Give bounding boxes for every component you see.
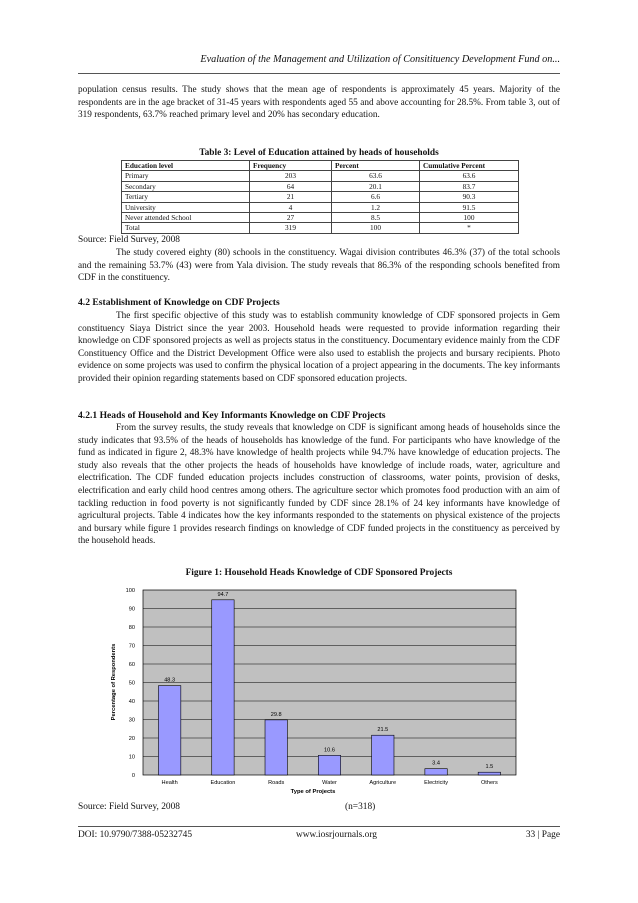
table-cell: Secondary: [122, 181, 250, 191]
x-tick-label: Health: [161, 780, 178, 786]
bar-value-label: 1.5: [485, 764, 494, 771]
intro-paragraph: population census results. The study shows that the mean age of respondents is approximately 45 years. Majority of the respondents are in the age bracket of 31-45 years with respondents aged 55 and above accounting for 28.5%. From table 3, out of 319 respondents, 63.7% reached primary level and 20% has secondary education.: [78, 85, 560, 121]
table-cell: 21: [250, 192, 332, 202]
table-row: [122, 223, 519, 233]
bar-water: [318, 755, 340, 775]
y-tick-label: 100: [125, 588, 135, 594]
bar-education: [212, 600, 234, 775]
table-row: [122, 202, 519, 212]
section-heading: 4.2.1 Heads of Household and Key Informants Knowledge on CDF Projects: [78, 410, 386, 421]
table-cell: 1.2: [332, 202, 420, 212]
footer-page: 33 | Page: [525, 830, 560, 840]
table-cell: Total: [122, 223, 250, 233]
x-axis-title: Type of Projects: [290, 789, 336, 794]
table-cell: 6.6: [332, 192, 420, 202]
y-tick-label: 60: [128, 662, 135, 668]
bar-roads: [265, 720, 287, 775]
bar-value-label: 3.4: [432, 760, 440, 767]
figure-source: Source: Field Survey, 2008: [78, 802, 180, 812]
education-table: [121, 160, 519, 234]
bar-others: [478, 772, 500, 775]
x-tick-labels: [162, 780, 498, 786]
schools-paragraph: The study covered eighty (80) schools in the constituency. Wagai division contributes 46.3% (37) of the total schools and the remaining 53.7% (43) were from Yala division. The study reveals that 86.3% of the responding schools benefited from CDF in the constituency.: [78, 248, 560, 284]
table-cell: 20.1: [332, 181, 420, 191]
section-paragraph: From the survey results, the study reveals that knowledge on CDF is significant among heads of households since the study indicates that 93.5% of the heads of households has knowledge of the fund. For participants who have knowledge of the fund as indicated in figure 2, 48.3% have knowledge of health projects while 94.7% have knowledge of education projects. The study also reveals that the other projects the heads of households have knowledge of include roads, water, agriculture and electrification. The CDF funded education projects includes construction of classrooms, water points, provision of desks, electrification and early child hood centres among others. The agriculture sector which promotes food production with an aim of tackling reduction in food poverty is not significantly funded by CDF since 28.1% of 24 key informants have knowledge of agricultural projects. Table 4 indicates how the key informants responded to the statements on physical existence of the projects and bursary while figure 1 provides research findings on knowledge of CDF funded projects in the constituency as perceived by the household heads.: [78, 423, 560, 547]
table-cell: University: [122, 202, 250, 212]
section-heading: 4.2 Establishment of Knowledge on CDF Projects: [78, 297, 280, 308]
table-cell: 100: [420, 213, 519, 223]
table-cell: 64: [250, 181, 332, 191]
x-tick-label: Roads: [268, 780, 285, 786]
footer-site: www.iosrjournals.org: [296, 830, 377, 840]
bar-chart: [100, 582, 530, 794]
table-row: [122, 192, 519, 202]
table-cell: Tertiary: [122, 192, 250, 202]
y-tick-label: 30: [128, 717, 135, 724]
y-tick-label: 70: [128, 643, 135, 650]
table-row: [122, 213, 519, 223]
y-tick-label: 50: [128, 680, 135, 687]
table-cell: 27: [250, 213, 332, 223]
y-tick-labels: [126, 588, 135, 779]
bar-value-label: 48.3: [164, 677, 176, 684]
bar-health: [158, 686, 180, 775]
table-header-row: [122, 161, 519, 171]
section-paragraph: The first specific objective of this study was to establish community knowledge of CDF sponsored projects in Gem constituency Siaya District since the year 2003. Household heads were requested to provide information regarding their knowledge on CDF sponsored projects as well as projects status in the constituency. Documentary evidence mainly from the CDF Constituency Office and the District Development Office were also used to establish the projects and bursary recipients. Photo evidence on some projects was used to confirm the physical location of a project appearing in the documents. The key informants provided their opinion regarding statements based on CDF sponsored education projects.: [78, 311, 560, 384]
table-cell: 90.3: [420, 192, 519, 202]
table-header: Cumulative Percent: [420, 161, 519, 171]
table-cell: 4: [250, 202, 332, 212]
table-cell: *: [420, 223, 519, 233]
table-cell: 63.6: [420, 171, 519, 181]
x-tick-label: Water: [322, 780, 337, 786]
y-tick-label: 90: [128, 606, 135, 613]
footer-doi: DOI: 10.9790/7388-05232745: [78, 830, 193, 840]
table-row: [122, 181, 519, 191]
table-source: Source: Field Survey, 2008: [78, 235, 180, 245]
table-row: [122, 171, 519, 181]
bar-agriculture: [372, 735, 394, 775]
table-cell: 63.6: [332, 171, 420, 181]
table-cell: 8.5: [332, 213, 420, 223]
header-rule: [78, 73, 560, 74]
figure-caption: Figure 1: Household Heads Knowledge of CDF Sponsored Projects: [185, 568, 453, 578]
bar-value-label: 29.8: [270, 711, 282, 718]
table-header: Frequency: [250, 161, 332, 171]
table-cell: 100: [332, 223, 420, 233]
bar-value-label: 21.5: [377, 727, 389, 734]
x-tick-label: Agriculture: [369, 780, 397, 786]
table-header: Percent: [332, 161, 420, 171]
y-tick-label: 0: [131, 773, 135, 779]
bar-electricity: [425, 769, 447, 775]
x-tick-label: Others: [480, 780, 498, 786]
table-cell: Never attended School: [122, 213, 250, 223]
table-cell: 203: [250, 171, 332, 181]
table-cell: Primary: [122, 171, 250, 181]
running-title: Evaluation of the Management and Utilization of Consitituency Development Fund on...: [200, 54, 560, 65]
footer-rule: [78, 826, 560, 827]
y-tick-label: 40: [128, 699, 135, 705]
table-header: Education level: [122, 161, 250, 171]
y-tick-label: 10: [128, 754, 135, 761]
table-caption: Table 3: Level of Education attained by heads of households: [199, 148, 439, 158]
table-cell: 83.7: [420, 181, 519, 191]
table-cell: 91.5: [420, 202, 519, 212]
y-tick-label: 80: [128, 625, 135, 631]
figure-sample-size: (n=318): [345, 802, 376, 812]
table-cell: 319: [250, 223, 332, 233]
y-axis-title: Percentage of Respondents: [111, 643, 117, 721]
x-tick-label: Education: [210, 780, 236, 786]
x-tick-label: Electricity: [424, 780, 449, 786]
bar-value-label: 10.6: [324, 747, 335, 754]
bar-value-label: 94.7: [217, 591, 229, 598]
y-tick-label: 20: [128, 736, 135, 742]
